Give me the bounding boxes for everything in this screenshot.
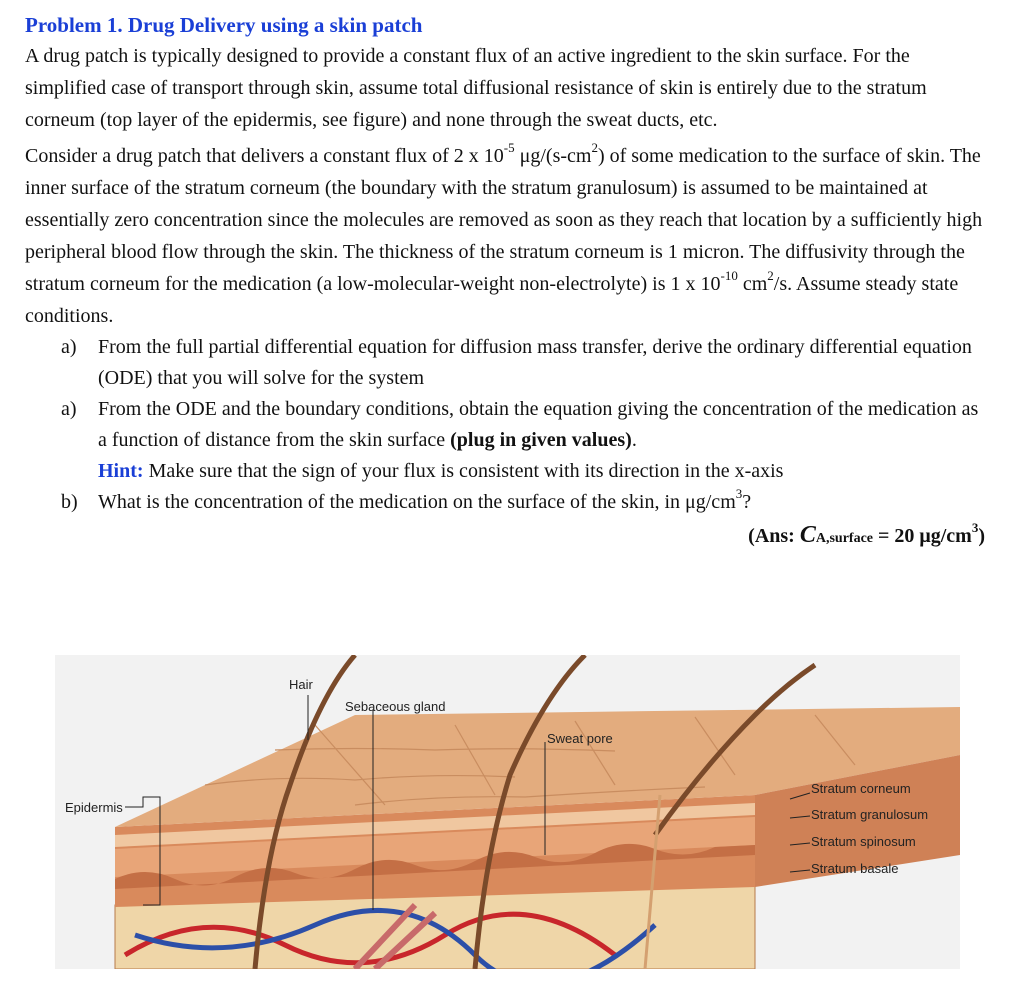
- item-marker: b): [61, 491, 78, 513]
- label-stratum-granulosum: Stratum granulosum: [811, 807, 929, 822]
- item-text: From the full partial differential equation for diffusion mass transfer, derive the ordinary differential equation (ODE) that you will solve for the system: [98, 336, 972, 389]
- label-sweat-pore: Sweat pore: [547, 731, 613, 746]
- label-hair: Hair: [289, 677, 313, 692]
- label-sebaceous-gland: Sebaceous gland: [345, 699, 446, 714]
- item-bold-note: (plug in given values): [450, 429, 632, 451]
- problem-document: [25, 10, 985, 556]
- question-item-3: b) What is the concentration of the medication on the surface of the skin, in $\mu g/cm^3$?: [25, 487, 985, 518]
- problem-title: Problem 1. Drug Delivery using a skin patch: [25, 13, 423, 37]
- hint-text: Make sure that the sign of your flux is consistent with its direction in the x-axis: [143, 460, 784, 482]
- label-epidermis: Epidermis: [65, 800, 123, 815]
- skin-diagram: [55, 655, 960, 969]
- item-text: What is the concentration of the medication on the surface of the skin, in μg/cm: [98, 491, 736, 513]
- item-text: From the ODE and the boundary conditions, obtain the equation giving the concentration of the medication as a function of distance from the skin surface: [98, 398, 979, 451]
- item-marker: a): [61, 398, 77, 420]
- answer-line: (Ans: CA,surface = 20 $\mu g/cm^3$): [748, 520, 985, 548]
- question-list: [25, 332, 985, 518]
- question-item-2: a) From the ODE and the boundary conditions, obtain the equation giving the concentration of the medication as a function of distance from the skin surface (plug in given values). Hint: Make sure that the sign of your flux is consistent with its direction in the x-axis: [25, 394, 985, 487]
- intro-paragraph: A drug patch is typically designed to provide a constant flux of an active ingredient to the skin surface. For the simplified case of transport through skin, assume total diffusional resistance of skin is entirely due to the stratum corneum (top layer of the epidermis, see figure) and none through the sweat ducts, etc.: [25, 45, 927, 131]
- label-stratum-corneum: Stratum corneum: [811, 781, 911, 796]
- item-marker: a): [61, 336, 77, 358]
- label-stratum-basale: Stratum basale: [811, 861, 899, 876]
- skin-illustration: [55, 655, 960, 969]
- problem-paragraph: Consider a drug patch that delivers a constant flux of 2 x $10^{-5}$ $\mu g/(s-cm^2)$ of some medication to the surface of skin. The inner surface of the stratum corneum (the boundary with the stratum granulosum) is assumed to be maintained at essentially zero concentration since the molecules are removed as soon as they reach that location by a sufficiently high peripheral blood flow through the skin. The thickness of the stratum corneum is 1 micron. The diffusivity through the stratum corneum for the medication (a low-molecular-weight non-electrolyte) is 1 x $10^{-10}$ $cm^2/s$. Assume steady state conditions.: [25, 140, 983, 327]
- label-stratum-spinosum: Stratum spinosum: [811, 834, 916, 849]
- question-item-1: [25, 332, 985, 394]
- hint-label: Hint:: [98, 460, 144, 482]
